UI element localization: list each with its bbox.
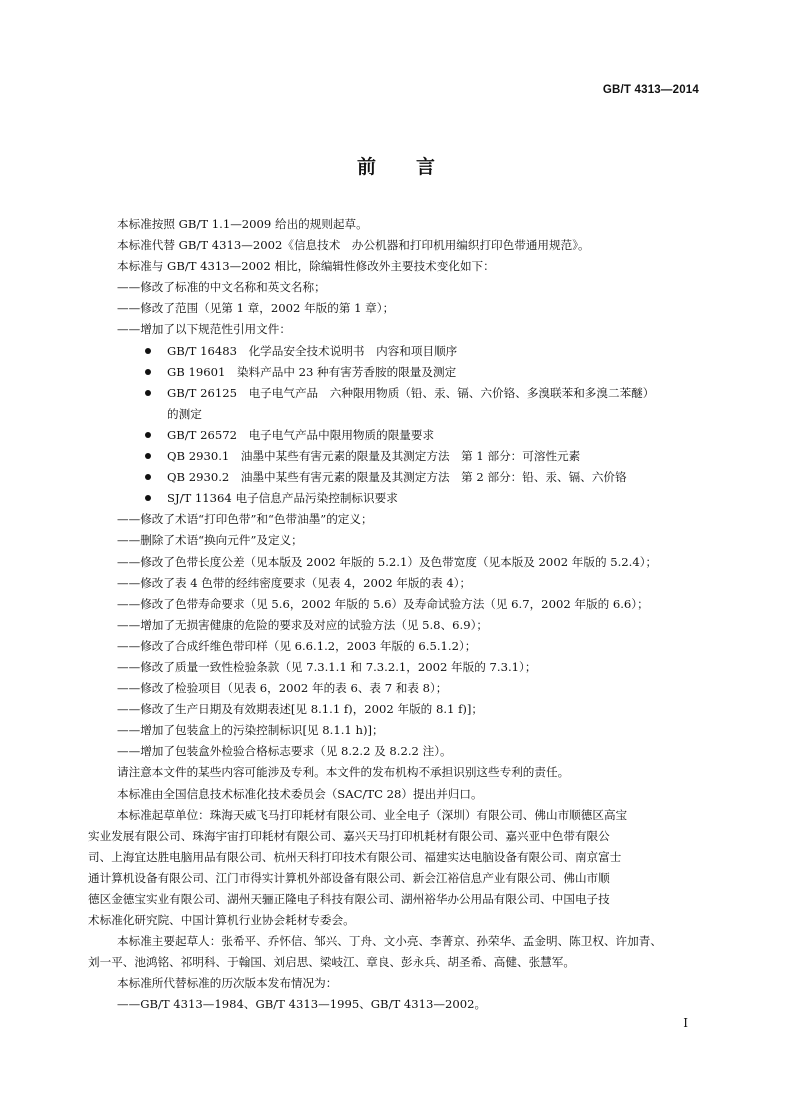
foreword-body <box>88 214 705 1016</box>
drafting-units-line: 德区金德宝实业有限公司、湖州天骊正隆电子科技有限公司、湖州裕华办公用品有限公司、中国电子技 <box>88 892 610 906</box>
change-item: ——修改了术语“打印色带”和“色带油墨”的定义； <box>117 512 373 527</box>
title-char-1: 前 <box>356 156 376 178</box>
change-item: ——修改了范围（见第 1 章，2002 年版的第 1 章）； <box>117 301 395 316</box>
history-item: ——GB/T 4313—1984、GB/T 4313—1995、GB/T 4313—2002。 <box>117 997 487 1012</box>
patent-notice: 请注意本文件的某些内容可能涉及专利。本文件的发布机构不承担识别这些专利的责任。 <box>117 765 570 780</box>
change-item: ——修改了色带长度公差（见本版及 2002 年版的 5.2.1）及色带宽度（见本版及 2002 年版的 5.2.4）； <box>117 554 658 569</box>
drafters-line: 刘一平、池鸿铭、祁明科、于翰国、刘启思、梁岐江、章良、彭永兵、胡圣希、高健、张慧军。 <box>88 955 575 970</box>
change-item: ——修改了标准的中文名称和英文名称； <box>117 280 326 295</box>
history-intro: 本标准所代替标准的历次版本发布情况为： <box>117 976 338 991</box>
page-title <box>0 152 792 179</box>
drafting-units-line: 司、上海宜达胜电脑用品有限公司、杭州天科打印技术有限公司、福建实达电脑设备有限公司、南京富士 <box>88 849 622 864</box>
intro-line: 本标准按照 GB/T 1.1—2009 给出的规则起草。 <box>117 217 368 231</box>
reference-item: GB/T 26572 电子电气产品中限用物质的限量要求 <box>117 425 705 446</box>
title-char-2: 言 <box>416 156 436 178</box>
change-item: ——增加了以下规范性引用文件： <box>117 322 291 337</box>
page-number: I <box>683 1016 688 1030</box>
intro-line: 本标准与 GB/T 4313—2002 相比，除编辑性修改外主要技术变化如下： <box>117 259 495 274</box>
change-item: ——修改了检验项目（见表 6，2002 年的表 6、表 7 和表 8）； <box>117 681 448 696</box>
change-item: ——增加了无损害健康的危险的要求及对应的试验方法（见 5.8、6.9）； <box>117 617 488 632</box>
reference-item: GB/T 16483 化学品安全技术说明书 内容和项目顺序 <box>117 341 705 362</box>
reference-item: GB 19601 染料产品中 23 种有害芳香胺的限量及测定 <box>117 362 705 383</box>
change-item: ——修改了合成纤维色带印样（见 6.6.1.2，2003 年版的 6.5.1.2）； <box>117 638 477 653</box>
change-item: ——修改了质量一致性检验条款（见 7.3.1.1 和 7.3.2.1，2002 年版的 7.3.1）； <box>117 659 537 674</box>
drafting-units-line: 实业发展有限公司、珠海宇宙打印耗材有限公司、嘉兴天马打印机耗材有限公司、嘉兴亚中色带有限公 <box>88 828 610 843</box>
proposer-statement: 本标准由全国信息技术标准化技术委员会（SAC/TC 28）提出并归口。 <box>117 786 483 801</box>
change-item: ——增加了包装盒外检验合格标志要求（见 8.2.2 及 8.2.2 注）。 <box>117 744 452 759</box>
change-item: ——删除了术语“换向元件”及定义； <box>117 533 303 548</box>
reference-item: QB 2930.2 油墨中某些有害元素的限量及其测定方法 第 2 部分：铅、汞、镉、六价铬 <box>117 467 705 488</box>
reference-item-continuation: 的测定 <box>167 406 202 421</box>
drafting-units-line: 本标准起草单位：珠海天威飞马打印耗材有限公司、业全电子（深圳）有限公司、佛山市顺德区高宝 <box>117 807 628 822</box>
reference-item: QB 2930.1 油墨中某些有害元素的限量及其测定方法 第 1 部分：可溶性元素 <box>117 446 705 467</box>
drafting-units-line: 通计算机设备有限公司、江门市得实计算机外部设备有限公司、新会江裕信息产业有限公司、佛山市顺 <box>88 870 610 885</box>
change-item: ——增加了包装盒上的污染控制标识[见 8.1.1 h)]； <box>117 723 384 738</box>
intro-line: 本标准代替 GB/T 4313—2002《信息技术 办公机器和打印机用编织打印色带通用规范》。 <box>117 238 590 253</box>
drafting-units-line: 术标准化研究院、中国计算机行业协会耗材专委会。 <box>88 913 355 928</box>
reference-item: GB/T 26125 电子电气产品 六种限用物质（铅、汞、镉、六价铬、多溴联苯和多溴二苯醚） <box>117 383 705 404</box>
change-item: ——修改了色带寿命要求（见 5.6，2002 年版的 5.6）及寿命试验方法（见 6.7，2002 年版的 6.6）； <box>117 596 649 611</box>
reference-item: SJ/T 11364 电子信息产品污染控制标识要求 <box>117 488 705 509</box>
change-item: ——修改了生产日期及有效期表述[见 8.1.1 f)，2002 年版的 8.1 f)]； <box>117 702 484 717</box>
change-item: ——修改了表 4 色带的经纬密度要求（见表 4，2002 年版的表 4）； <box>117 575 472 590</box>
drafters-line: 本标准主要起草人：张希平、乔怀信、邹兴、丁舟、文小亮、李菁京、孙荣华、孟金明、陈卫权、许加青、 <box>117 934 662 949</box>
standard-code: GB/T 4313—2014 <box>602 84 699 96</box>
